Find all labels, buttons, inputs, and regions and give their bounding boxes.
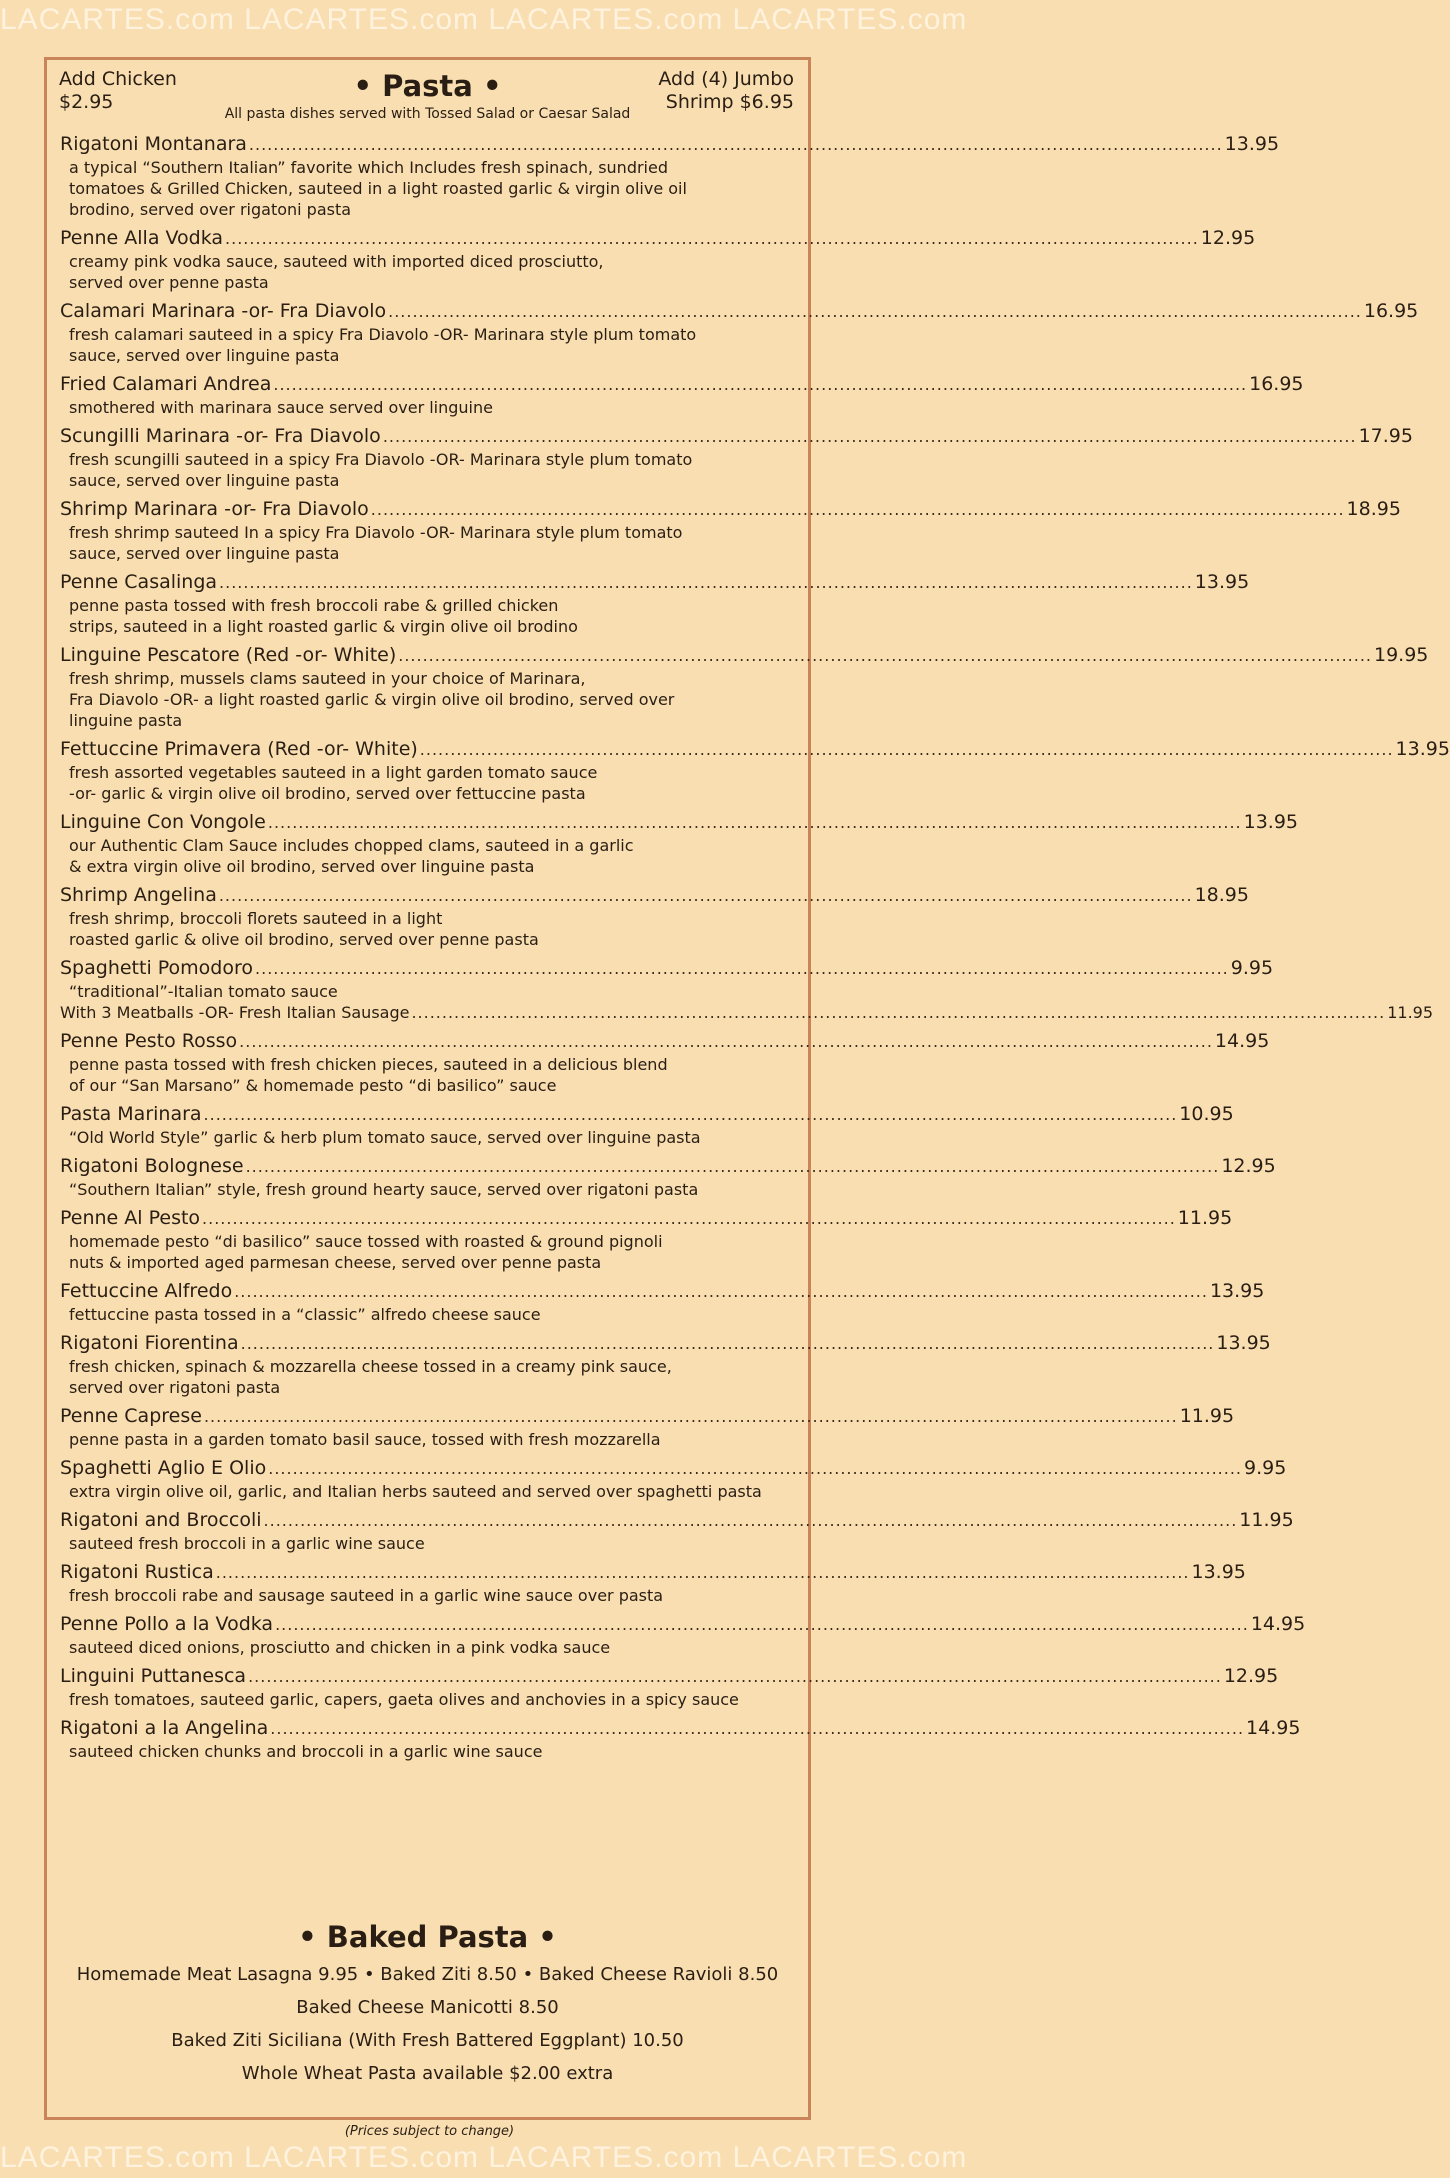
- menu-item-description: fresh assorted vegetables sauteed in a light garden tomato sauce: [69, 763, 598, 782]
- menu-item-description: fresh tomatoes, sauteed garlic, capers, gaeta olives and anchovies in a spicy sauce: [69, 1690, 739, 1709]
- watermark-top: LACARTES.com LACARTES.com LACARTES.com LACARTES.com: [0, 3, 968, 36]
- menu-item-name: Shrimp Marinara -or- Fra Diavolo: [60, 498, 369, 520]
- menu-item-line: [60, 1508, 1294, 1533]
- menu-item-name: Spaghetti Aglio E Olio: [60, 1457, 267, 1479]
- menu-item-description: sauce, served over linguine pasta: [69, 544, 340, 563]
- menu-item: [60, 956, 1434, 1023]
- menu-item-name: Rigatoni and Broccoli: [60, 1509, 262, 1531]
- dot-leader: ................................................................................................................................................................: [248, 135, 1223, 154]
- dot-leader: ................................................................................................................................................................: [267, 813, 1242, 832]
- menu-item-name: Penne Alla Vodka: [60, 227, 224, 249]
- menu-item-description: of our “San Marsano” & homemade pesto “di basilico” sauce: [69, 1076, 557, 1095]
- menu-item-price: 13.95: [1209, 1280, 1265, 1302]
- menu-item-line: [60, 424, 1413, 449]
- dot-leader: ................................................................................................................................................................: [225, 229, 1199, 248]
- menu-item-description: fresh shrimp sauteed In a spicy Fra Diavolo -OR- Marinara style plum tomato: [69, 523, 683, 542]
- menu-item-name: Scungilli Marinara -or- Fra Diavolo: [60, 425, 381, 447]
- menu-item-line: [60, 883, 1249, 908]
- add-chicken-label: Add Chicken: [59, 68, 177, 90]
- menu-item-price: 11.95: [1177, 1207, 1233, 1229]
- menu-item-price: 12.95: [1200, 227, 1256, 249]
- dot-leader: ................................................................................................................................................................: [245, 1157, 1220, 1176]
- menu-item-name: Shrimp Angelina: [60, 884, 217, 906]
- menu-item-price: 12.95: [1221, 1155, 1276, 1177]
- menu-item: [60, 1560, 1246, 1606]
- dot-leader: ................................................................................................................................................................: [275, 1615, 1249, 1634]
- dot-leader: ................................................................................................................................................................: [263, 1511, 1238, 1530]
- menu-item-price: 14.95: [1250, 1613, 1306, 1635]
- menu-item-description: penne pasta tossed with fresh chicken pieces, sauteed in a delicious blend: [69, 1055, 668, 1074]
- menu-item-price: 11.95: [1239, 1509, 1294, 1531]
- menu-item-name: Rigatoni a la Angelina: [60, 1717, 269, 1739]
- menu-item-price: 13.95: [1395, 738, 1450, 760]
- menu-item: [60, 737, 1450, 804]
- menu-item-line: [60, 1612, 1306, 1637]
- menu-item: [60, 424, 1413, 491]
- menu-item-name: Calamari Marinara -or- Fra Diavolo: [60, 300, 387, 322]
- whole-wheat-note: Whole Wheat Pasta available $2.00 extra: [241, 2063, 614, 2084]
- menu-item-price: 18.95: [1194, 884, 1249, 906]
- menu-item-line: [60, 497, 1401, 522]
- dot-leader: ................................................................................................................................................................: [411, 1003, 1386, 1022]
- menu-item-description: brodino, served over rigatoni pasta: [69, 200, 352, 219]
- menu-item-line: [60, 299, 1419, 324]
- menu-item-price: 11.95: [1387, 1003, 1434, 1022]
- menu-item-price: 11.95: [1179, 1405, 1235, 1427]
- add-shrimp-price: Shrimp $6.95: [665, 91, 794, 113]
- menu-item-name: Penne Al Pesto: [60, 1207, 201, 1229]
- dot-leader: ................................................................................................................................................................: [388, 302, 1362, 321]
- dot-leader: ................................................................................................................................................................: [234, 1282, 1208, 1301]
- menu-item-price: 9.95: [1230, 957, 1274, 979]
- menu-item-price: 13.95: [1191, 1561, 1246, 1583]
- menu-item-price: 18.95: [1346, 498, 1401, 520]
- menu-item: [60, 1612, 1306, 1658]
- menu-item-description: homemade pesto “di basilico” sauce tossed with roasted & ground pignoli: [69, 1232, 663, 1251]
- menu-item: [60, 643, 1429, 731]
- menu-item-line: [60, 810, 1299, 835]
- menu-item-line: [60, 1560, 1246, 1585]
- menu-item-description: “Southern Italian” style, fresh ground hearty sauce, served over rigatoni pasta: [69, 1180, 699, 1199]
- menu-item-line: [60, 643, 1429, 668]
- menu-item: [60, 226, 1256, 293]
- menu-item-price: 16.95: [1249, 373, 1304, 395]
- menu-item-price: 13.95: [1243, 811, 1299, 833]
- menu-item: [60, 1331, 1271, 1398]
- menu-item: [60, 1456, 1287, 1502]
- menu-item-description: fresh broccoli rabe and sausage sauteed in a garlic wine sauce over pasta: [69, 1586, 664, 1605]
- menu-item: [60, 299, 1419, 366]
- dot-leader: ................................................................................................................................................................: [202, 1209, 1176, 1228]
- menu-item-name: Linguine Pescatore (Red -or- White): [60, 644, 397, 666]
- menu-item-name: Penne Casalinga: [60, 571, 218, 593]
- dot-leader: ................................................................................................................................................................: [370, 500, 1345, 519]
- dot-leader: ................................................................................................................................................................: [270, 1719, 1245, 1738]
- menu-item-description: fettuccine pasta tossed in a “classic” alfredo cheese sauce: [69, 1305, 541, 1324]
- dot-leader: ................................................................................................................................................................: [273, 375, 1248, 394]
- menu-item-description: served over rigatoni pasta: [69, 1378, 281, 1397]
- menu-item-line: [60, 1002, 1434, 1023]
- menu-item-description: Fra Diavolo -OR- a light roasted garlic & virgin olive oil brodino, served over: [69, 690, 675, 709]
- menu-item: [60, 1102, 1234, 1148]
- menu-item-line: [60, 1029, 1270, 1054]
- menu-item-line: [60, 1456, 1287, 1481]
- menu-item-name: Fettuccine Alfredo: [60, 1280, 233, 1302]
- menu-item: [60, 1029, 1270, 1096]
- menu-item-description: “Old World Style” garlic & herb plum tomato sauce, served over linguine pasta: [69, 1128, 701, 1147]
- menu-item-description: fresh shrimp, mussels clams sauteed in your choice of Marinara,: [69, 669, 586, 688]
- menu-item-name: Penne Pesto Rosso: [60, 1030, 238, 1052]
- menu-item: [60, 570, 1250, 637]
- add-shrimp-label: Add (4) Jumbo: [658, 68, 794, 90]
- menu-item-price: 14.95: [1246, 1717, 1301, 1739]
- menu-item-description: & extra virgin olive oil brodino, served over linguine pasta: [69, 857, 535, 876]
- menu-item-line: [60, 1404, 1235, 1429]
- menu-item-description: sauteed diced onions, prosciutto and chicken in a pink vodka sauce: [69, 1638, 611, 1657]
- menu-item-description: sauteed fresh broccoli in a garlic wine sauce: [69, 1534, 425, 1553]
- menu-item-line: [60, 226, 1256, 251]
- menu-item-description: sauce, served over linguine pasta: [69, 346, 340, 365]
- pasta-subtitle: All pasta dishes served with Tossed Salad or Caesar Salad: [224, 106, 631, 122]
- menu-item-line: [60, 570, 1250, 595]
- menu-item-price: 10.95: [1179, 1103, 1234, 1125]
- baked-line: Homemade Meat Lasagna 9.95 • Baked Ziti 8.50 • Baked Cheese Ravioli 8.50: [76, 1964, 779, 1985]
- menu-item-line: [60, 737, 1450, 762]
- menu-item-description: a typical “Southern Italian” favorite which Includes fresh spinach, sundried: [69, 158, 668, 177]
- menu-item-name: Penne Pollo a la Vodka: [60, 1613, 274, 1635]
- menu-item: [60, 1154, 1276, 1200]
- dot-leader: ................................................................................................................................................................: [419, 740, 1394, 759]
- menu-item-description: linguine pasta: [69, 711, 183, 730]
- baked-line: Baked Cheese Manicotti 8.50: [296, 1997, 559, 2018]
- menu-item-price: 14.95: [1214, 1030, 1270, 1052]
- menu-item-name: Fried Calamari Andrea: [60, 373, 272, 395]
- dot-leader: ................................................................................................................................................................: [219, 573, 1193, 592]
- menu-item-price: 13.95: [1224, 133, 1280, 155]
- baked-pasta-title: • Baked Pasta •: [298, 1920, 557, 1954]
- menu-item-line: [60, 1279, 1265, 1304]
- menu-item-line: [60, 1206, 1233, 1231]
- menu-item-description: fresh chicken, spinach & mozzarella cheese tossed in a creamy pink sauce,: [69, 1357, 672, 1376]
- menu-item-description: sauce, served over linguine pasta: [69, 471, 340, 490]
- menu-panel: [44, 57, 1450, 2120]
- menu-item-name: Fettuccine Primavera (Red -or- White): [60, 738, 418, 760]
- menu-item-line: [60, 132, 1280, 157]
- menu-item-name: Rigatoni Rustica: [60, 1561, 214, 1583]
- menu-item-price: 19.95: [1374, 644, 1429, 666]
- pasta-section-title: • Pasta •: [353, 69, 502, 103]
- menu-item-price: 13.95: [1216, 1332, 1271, 1354]
- menu-item-line: [60, 1102, 1234, 1127]
- prices-note: (Prices subject to change): [344, 2124, 515, 2139]
- dot-leader: ................................................................................................................................................................: [398, 646, 1372, 665]
- dot-leader: ................................................................................................................................................................: [239, 1032, 1213, 1051]
- menu-item-name: Rigatoni Fiorentina: [60, 1332, 239, 1354]
- menu-item-description: “traditional”-Italian tomato sauce: [69, 982, 338, 1001]
- menu-item-name: With 3 Meatballs -OR- Fresh Italian Sausage: [60, 1003, 410, 1022]
- menu-item: [60, 1404, 1235, 1450]
- menu-item-name: Pasta Marinara: [60, 1103, 202, 1125]
- dot-leader: ................................................................................................................................................................: [248, 1667, 1222, 1686]
- menu-item-name: Linguini Puttanesca: [60, 1665, 247, 1687]
- menu-item-name: Rigatoni Bolognese: [60, 1155, 244, 1177]
- menu-item: [60, 1716, 1301, 1762]
- menu-item-line: [60, 956, 1274, 981]
- dot-leader: ................................................................................................................................................................: [268, 1459, 1242, 1478]
- menu-item-line: [60, 1154, 1276, 1179]
- menu-item-description: roasted garlic & olive oil brodino, served over penne pasta: [69, 930, 539, 949]
- menu-item-name: Penne Caprese: [60, 1405, 202, 1427]
- menu-item-line: [60, 1716, 1301, 1741]
- menu-item-description: fresh calamari sauteed in a spicy Fra Diavolo -OR- Marinara style plum tomato: [69, 325, 697, 344]
- menu-item-description: nuts & imported aged parmesan cheese, served over penne pasta: [69, 1253, 602, 1272]
- baked-line: Baked Ziti Siciliana (With Fresh Battered Eggplant) 10.50: [171, 2030, 684, 2051]
- dot-leader: ................................................................................................................................................................: [203, 1407, 1178, 1426]
- menu-item-description: tomatoes & Grilled Chicken, sauteed in a light roasted garlic & virgin olive oil: [69, 179, 687, 198]
- menu-item-price: 13.95: [1194, 571, 1250, 593]
- menu-item-description: -or- garlic & virgin olive oil brodino, served over fettuccine pasta: [69, 784, 586, 803]
- menu-item-description: smothered with marinara sauce served over linguine: [69, 398, 493, 417]
- dot-leader: ................................................................................................................................................................: [218, 886, 1193, 905]
- menu-item: [60, 497, 1401, 564]
- menu-item-description: sauteed chicken chunks and broccoli in a garlic wine sauce: [69, 1742, 543, 1761]
- menu-item: [60, 372, 1304, 418]
- menu-item-price: 9.95: [1244, 1457, 1287, 1479]
- watermark-bottom: LACARTES.com LACARTES.com LACARTES.com LACARTES.com: [0, 2141, 968, 2174]
- menu-item-description: fresh shrimp, broccoli florets sauteed in a light: [69, 909, 443, 928]
- pasta-item-list: [60, 132, 1450, 1768]
- menu-item-line: [60, 372, 1304, 397]
- menu-item: [60, 1664, 1279, 1710]
- menu-item-description: served over penne pasta: [69, 273, 269, 292]
- menu-item-price: 12.95: [1223, 1665, 1279, 1687]
- menu-item: [60, 810, 1299, 877]
- menu-item-name: Spaghetti Pomodoro: [60, 957, 254, 979]
- menu-item-description: penne pasta in a garden tomato basil sauce, tossed with fresh mozzarella: [69, 1430, 661, 1449]
- menu-item-description: creamy pink vodka sauce, sauteed with imported diced prosciutto,: [69, 252, 604, 271]
- menu-item-description: our Authentic Clam Sauce includes chopped clams, sauteed in a garlic: [69, 836, 634, 855]
- menu-item-description: extra virgin olive oil, garlic, and Italian herbs sauteed and served over spaghetti pasta: [69, 1482, 762, 1501]
- menu-item: [60, 1279, 1265, 1325]
- menu-item: [60, 1206, 1233, 1273]
- menu-item: [60, 883, 1249, 950]
- add-chicken-price: $2.95: [59, 91, 114, 113]
- menu-item-name: Rigatoni Montanara: [60, 133, 247, 155]
- dot-leader: ................................................................................................................................................................: [255, 959, 1229, 978]
- dot-leader: ................................................................................................................................................................: [382, 427, 1357, 446]
- menu-item-line: [60, 1664, 1279, 1689]
- baked-pasta-section: [47, 1920, 808, 2096]
- dot-leader: ................................................................................................................................................................: [215, 1563, 1190, 1582]
- menu-item-description: penne pasta tossed with fresh broccoli rabe & grilled chicken: [69, 596, 559, 615]
- menu-item-price: 16.95: [1363, 300, 1419, 322]
- dot-leader: ................................................................................................................................................................: [203, 1105, 1178, 1124]
- menu-item-description: fresh scungilli sauteed in a spicy Fra Diavolo -OR- Marinara style plum tomato: [69, 450, 693, 469]
- menu-item-price: 17.95: [1358, 425, 1413, 447]
- menu-item-line: [60, 1331, 1271, 1356]
- menu-item: [60, 132, 1280, 220]
- menu-item-description: strips, sauteed in a light roasted garlic & virgin olive oil brodino: [69, 617, 578, 636]
- menu-item-name: Linguine Con Vongole: [60, 811, 266, 833]
- dot-leader: ................................................................................................................................................................: [240, 1334, 1215, 1353]
- menu-item: [60, 1508, 1294, 1554]
